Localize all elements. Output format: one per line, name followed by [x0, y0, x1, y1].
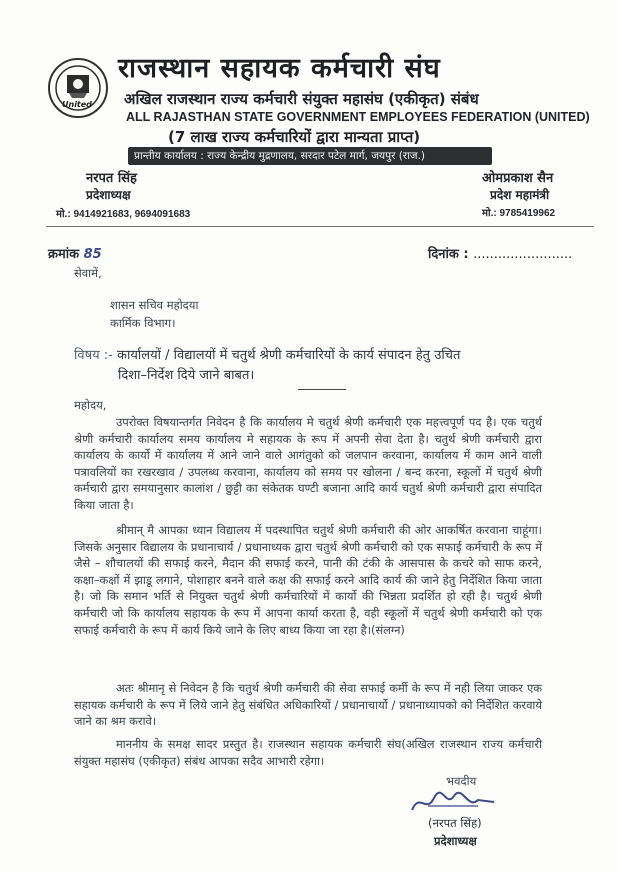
body-paragraph-1: उपरोक्त विषयान्तर्गत निवेदन है कि कार्यालय मे चतुर्थ श्रेणी कर्मचारी एक महत्त्वपूर्ण पद है। एक चतुर्थ श्रेणी कर्मचारी कार्यालय समय कार्यालय मे सहायक के रूप में अपनी सेवा देता है। चतुर्थ श्रेणी कर्मचारी द्वारा कार्यालय के कार्यो में कार्यालय में आने जाने वाले आगंतुको को जलपान करवाना, कार्यालय में काम आने वाली पत्रावलियों का रखरखाव / उपलब्ध करवाना, कार्यालय को समय पर खोलना / बन्द करना, स्कूलों में चतुर्थ श्रेणी कर्मचारी द्वारा समयानुसार कालांश / छुट्टी का संकेतक घण्टी बजाना आदि कार्य चतुर्थ श्रेणी कर्मचारी द्वारा संपादित किया जाता है।: [74, 415, 542, 512]
president-phone: मो.: 9414921683, 9694091683: [56, 209, 191, 220]
subject-line1: कार्यालयों / विद्यालयों में चतुर्थ श्रेणी कर्मचारियों के कार्य संपादन हेतु उचित: [117, 348, 461, 363]
date-value: ........................: [473, 247, 573, 262]
secretary-name: ओमप्रकाश सैन: [482, 171, 554, 186]
union-logo: [48, 58, 108, 118]
president-block: [86, 168, 137, 186]
federation-subtitle: अखिल राजस्थान राज्य कर्मचारी संयुक्त महासंघ (एकीकृत) संबंध: [124, 90, 479, 108]
president-name: नरपत सिंह: [86, 171, 137, 186]
union-title: राजस्थान सहायक कर्मचारी संघ: [118, 53, 441, 84]
secretary-block: [482, 168, 553, 186]
reference-number: 85: [83, 247, 102, 262]
office-address-band: प्रान्तीय कार्यालय : राज्य केन्द्रीय मुद्रणालय, सरदार पटेल मार्ग, जयपुर (राज.): [128, 147, 492, 165]
secretary-designation: प्रदेश महामंत्री: [490, 188, 550, 202]
logo-caption: United: [62, 100, 92, 109]
reference-label: क्रमांक: [48, 247, 80, 262]
english-title: ALL RAJASTHAN STATE GOVERNMENT EMPLOYEES FEDERATION (UNITED): [126, 110, 590, 124]
subject-block: [74, 346, 514, 386]
greeting: महोदय,: [74, 398, 107, 412]
addressee-line2: कार्मिक विभाग।: [110, 316, 176, 330]
subject-line2: दिशा–निर्देश दिये जाने बाबत।: [118, 368, 255, 383]
date-block: [428, 244, 572, 262]
president-phone-block: [56, 206, 190, 220]
signatory-designation: प्रदेशाध्यक्ष: [434, 834, 477, 848]
subject-separator: [298, 389, 346, 390]
handwritten-signature: [408, 788, 498, 816]
signature-icon: [408, 788, 498, 816]
president-designation-block: [86, 186, 131, 203]
secretary-phone-block: [482, 205, 555, 219]
recognition-line: (7 लाख राज्य कर्मचारियों द्वारा मान्यता प्राप्त): [168, 128, 421, 146]
letterhead-divider: [46, 226, 594, 227]
body-paragraph-3: अतः श्रीमानृ से निवेदन है कि चतुर्थ श्रेणी कर्मचारी की सेवा सफाई कर्मी के रूप में नही लिया जाकर एक सहायक कर्मचारी के रूप में लिये जाने हेतु संबंधित अधिकारियों / प्रधानाचार्यो / प्रधानाध्यापको को निर्देशित करवाये जाने का श्रम करावे।: [74, 681, 542, 729]
reference-block: [48, 244, 102, 262]
body-paragraph-4: माननीय के समक्ष सादर प्रस्तुत है। राजस्थान सहायक कर्मचारी संघ(अखिल राजस्थान राज्य कर्मचारी संयुक्त महासंघ (एकीकृत) संबंध आपका सदैव आभारी रहेगा।: [74, 737, 542, 768]
subject-label: विषय :-: [74, 348, 113, 363]
signatory-name: (नरपत सिंह): [428, 816, 482, 830]
secretary-phone: मो.: 9785419962: [482, 208, 556, 219]
date-label: दिनांक :: [428, 247, 469, 262]
president-designation: प्रदेशाध्यक्ष: [86, 188, 131, 202]
secretary-designation-block: [490, 186, 549, 203]
body-paragraph-2: श्रीमान् मै आपका ध्यान विद्यालय में पदस्थापित चतुर्थ श्रेणी कर्मचारी की ओर आकर्षित करवाना चाहूंगा। जिसके अनुसार विद्यालय के प्रधानाचार्य / प्रधानाध्यक द्वारा चतुर्थ श्रेणी कर्मचारी को एक सफाई कर्मचारी के रूप में जैसे – शौचालयों की सफाई करने, मैदान की सफाई करने, पानी की टंकी के आसपास के कचरे को साफ करने, कक्षा–कक्षों में झाडू लगाने, पोशाहार बनने वाले कक्ष की सफाई करने आदि कार्य की जाने हेतु निर्देशित किया जाता है। जो कि समान भर्ति से नियुक्त चतुर्थ श्रेणी कर्मचारियों में कार्यो की भिन्नता प्रदर्शित हो रही है। चतुर्थ श्रेणी कर्मचारी जो कि कार्यालय सहायक के रूप में आपना कार्या करता है, वही स्कूलों में चतुर्थ श्रेणी कर्मचारी को एक सफाई कर्मचारी के रूप में कार्य किये जाने के लिए बाध्य किया जा रहा है।(संलग्न): [74, 523, 542, 637]
addressee-line1: शासन सचिव महोदया: [110, 298, 199, 312]
closing: भवदीय: [446, 774, 477, 788]
salutation-to: सेवामें,: [74, 266, 102, 280]
